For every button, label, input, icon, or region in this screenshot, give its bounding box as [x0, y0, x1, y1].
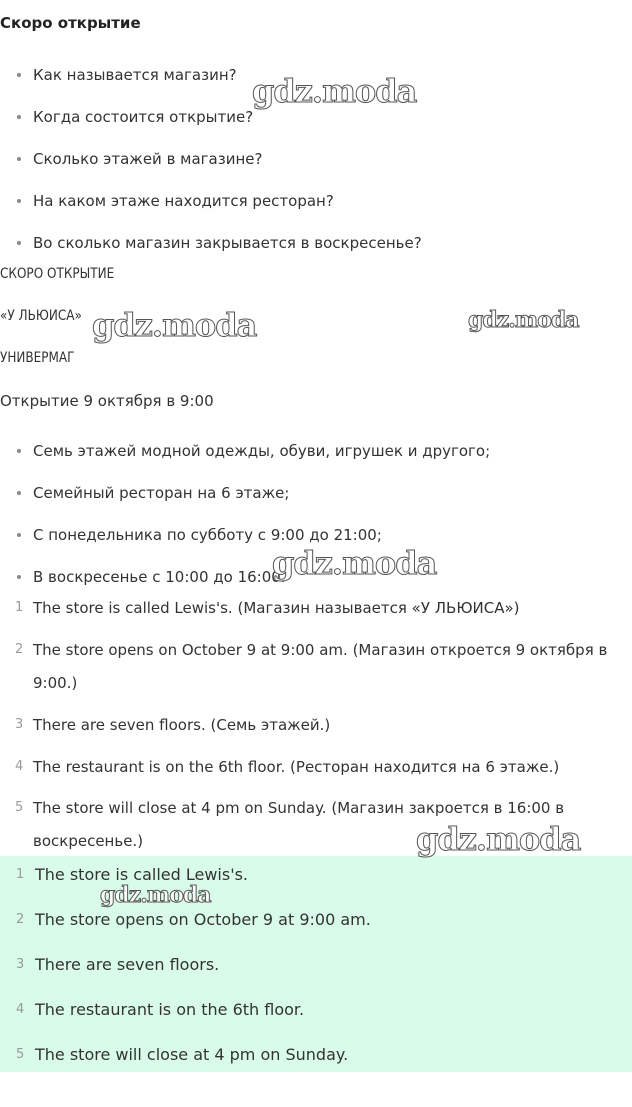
bullet-icon [17, 73, 21, 77]
bullet-icon [17, 241, 21, 245]
watermark: gdz.moda [272, 544, 437, 582]
answer-text-continued: воскресенье.) [33, 832, 144, 850]
item-number: 2 [15, 642, 24, 657]
item-number: 5 [15, 800, 24, 815]
item-number: 1 [16, 867, 25, 882]
question-text: Как называется магазин? [33, 66, 237, 84]
answer-box [0, 856, 632, 1072]
watermark: gdz.moda [92, 306, 257, 344]
feature-text: С понедельника по субботу с 9:00 до 21:00; [33, 526, 382, 544]
page-title: Скоро открытие [0, 14, 141, 32]
watermark: gdz.moda [468, 307, 579, 333]
question-text: На каком этаже находится ресторан? [33, 192, 334, 210]
watermark: gdz.moda [100, 882, 211, 908]
final-answer-text: The store is called Lewis's. [35, 865, 249, 884]
bullet-icon [17, 199, 21, 203]
ad-heading: СКОРО ОТКРЫТИЕ [0, 266, 115, 282]
bullet-icon [17, 449, 21, 453]
bullet-icon [17, 533, 21, 537]
final-answer-text: The store will close at 4 pm on Sunday. [35, 1045, 349, 1064]
final-answer-text: The store opens on October 9 at 9:00 am. [35, 910, 371, 929]
item-number: 4 [16, 1002, 25, 1017]
feature-text: Семь этажей модной одежды, обуви, игрушек и другого; [33, 442, 491, 460]
bullet-icon [17, 157, 21, 161]
answer-text-continued: 9:00.) [33, 674, 78, 692]
question-text: Сколько этажей в магазине? [33, 150, 263, 168]
item-number: 1 [15, 600, 24, 615]
final-answer-text: The restaurant is on the 6th floor. [35, 1000, 305, 1019]
feature-text: Семейный ресторан на 6 этаже; [33, 484, 290, 502]
ad-opening: Открытие 9 октября в 9:00 [0, 392, 214, 410]
ad-store-type: УНИВЕРМАГ [0, 350, 75, 366]
question-text: Когда состоится открытие? [33, 108, 254, 126]
final-answer-text: There are seven floors. [35, 955, 220, 974]
bullet-icon [17, 115, 21, 119]
answer-text: The store is called Lewis's. (Магазин называется «У ЛЬЮИСА») [33, 599, 520, 617]
item-number: 4 [15, 759, 24, 774]
ad-store-name: «У ЛЬЮИСА» [0, 308, 82, 324]
answer-text: The store will close at 4 pm on Sunday. (Магазин закроется в 16:00 в [33, 799, 565, 817]
bullet-icon [17, 491, 21, 495]
answer-text: The store opens on October 9 at 9:00 am. (Магазин откроется 9 октября в [33, 641, 608, 659]
watermark: gdz.moda [252, 72, 417, 110]
answer-text: There are seven floors. (Семь этажей.) [33, 716, 331, 734]
item-number: 3 [16, 957, 25, 972]
item-number: 2 [16, 912, 25, 927]
bullet-icon [17, 575, 21, 579]
watermark: gdz.moda [416, 820, 581, 858]
item-number: 3 [15, 717, 24, 732]
item-number: 5 [16, 1047, 25, 1062]
question-text: Во сколько магазин закрывается в воскресенье? [33, 234, 422, 252]
feature-text: В воскресенье с 10:00 до 16:00. [33, 568, 286, 586]
answer-text: The restaurant is on the 6th floor. (Ресторан находится на 6 этаже.) [33, 758, 560, 776]
